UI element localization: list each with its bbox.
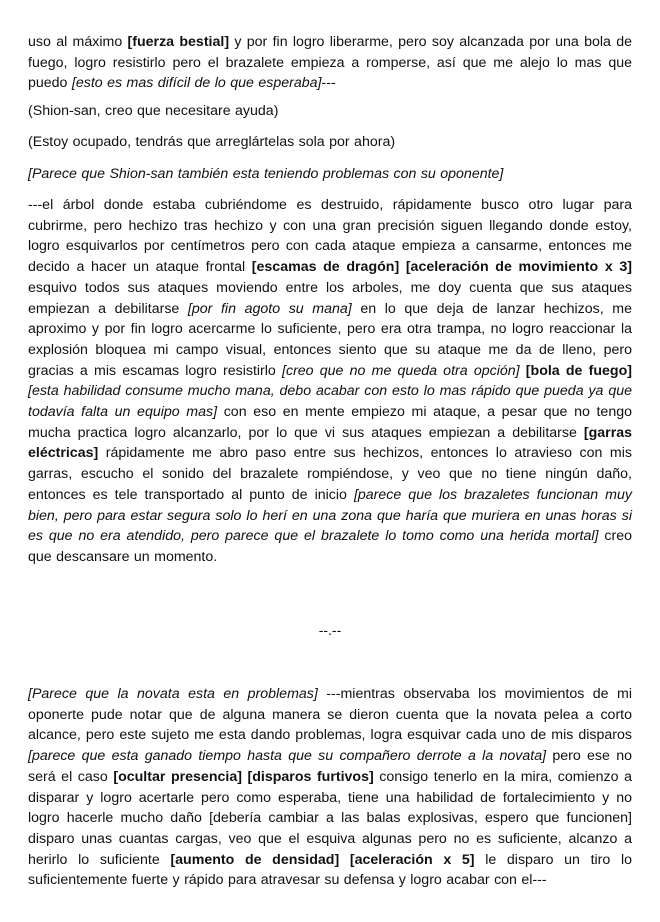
text-run: esquivo todos sus ataques moviendo entre los arboles, me doy cuenta que sus ataques empiezan a debilitarse xyxy=(28,279,632,317)
text-run: con eso en mente empiezo mi ataque, a pesar que no tengo mucha practica logro alcanzarlo, por lo que vi sus ataques empiezan a debilitarse xyxy=(28,404,632,441)
text-run: y por fin logro liberarme, pero soy alcanzada por una bola de fuego, logro resistirlo pero el brazalete empieza a romperse, así que me alejo lo mas que puedo xyxy=(28,34,633,92)
text-run: en lo que deja de lanzar hechizos, me aproximo y por fin logro acercarme lo suficiente, pero era otra trampa, no logro reaccionar la explosión bloquea mi campo visual, entonces siento que su ataque me da de lleno, pero gracias a mis escamas logro resistirlo xyxy=(28,300,632,379)
skill-name: [aumento de densidad] [aceleración x 5] xyxy=(170,851,475,868)
text-run: pero ese no será el caso xyxy=(28,748,632,785)
inner-thought: [Parece que Shion-san también esta teniendo problemas con su oponente] xyxy=(28,166,504,182)
inner-thought: [creo que no me queda otra opción] xyxy=(282,362,520,379)
skill-name: [garras eléctricas] xyxy=(28,424,632,462)
inner-thought: [parece que los brazaletes funcionan muy bien, pero para estar segura solo lo herí en una zona que haría que muriera en unas horas si es que no era atendido, pero parece que el brazalete lo tomo como una herida mortal] xyxy=(28,486,632,545)
paragraph-3 xyxy=(28,132,632,153)
skill-name: [escamas de dragón] [aceleración de movimiento x 3] xyxy=(251,259,632,276)
skill-name: [fuerza bestial] xyxy=(127,34,230,50)
skill-name: [ocultar presencia] [disparos furtivos] xyxy=(113,768,374,785)
text-run: (Shion-san, creo que necesitare ayuda) xyxy=(28,103,279,119)
inner-thought: [por fin agoto su mana] xyxy=(187,300,352,317)
inner-thought: [parece que esta ganado tiempo hasta que su compañero derrote a la novata] xyxy=(28,748,547,765)
section-separator: --.-- xyxy=(318,622,342,638)
inner-thought: [esta habilidad consume mucho mana, debo acabar con esto lo mas rápido que pueda ya que todavía falta un equipo mas] xyxy=(28,383,632,421)
text-run: le disparo un tiro lo suficientemente fuerte y rápido para atravesar su defensa y logro acabar con el--- xyxy=(28,851,633,889)
paragraph-4 xyxy=(28,164,632,185)
text-run: ---el árbol donde estaba cubriéndome es destruido, rápidamente busco otro lugar para cubrirme, pero hechizo tras hechizo y con una gran precisión siguen llegando donde estoy, logro esquivarlos por centímetros pero con cada ataque empieza a cansarme, entonces me decido a hacer un ataque frontal xyxy=(28,197,632,276)
text-run: ---mientras observaba los movimientos de mi oponerte pude notar que de alguna manera se dieron cuenta que la novata pelea a corto alcance, pero este sujeto me esta dando problemas, logra esquivar cada uno de mis disparos xyxy=(28,686,633,744)
text-run: rápidamente me abro paso entre sus hechizos, entonces lo atravieso con mis garras, escucho el sonido del brazalete rompiéndose, y veo que no tiene ningún daño, entonces es tele transportado al punto de inicio xyxy=(28,445,632,503)
skill-name: [bola de fuego] xyxy=(525,362,632,379)
paragraph-2 xyxy=(28,101,632,122)
paragraph-6 xyxy=(28,684,632,891)
inner-thought: [Parece que la novata esta en problemas] xyxy=(28,686,318,702)
inner-thought: [esto es mas difícil de lo que esperaba] xyxy=(71,75,322,92)
text-run: uso al máximo xyxy=(28,34,128,50)
text-run: (Estoy ocupado, tendrás que arreglártelas sola por ahora) xyxy=(28,134,396,150)
text-run: --- xyxy=(321,75,336,92)
text-run: creo que descansare un momento. xyxy=(28,528,633,565)
paragraph-5 xyxy=(28,195,632,568)
paragraph-1 xyxy=(28,32,632,94)
text-run: consigo tenerlo en la mira, comienzo a disparar y logro acertarle pero como esperaba, tiene una habilidad de fortalecimiento y no logro hacerle mucho daño [debería cambiar a las balas explosivas, espero que funcionen] disparo unas cuantas cargas, veo que el esquiva algunas pero no es suficiente, alcanzo a herirlo lo suficiente xyxy=(28,768,632,868)
